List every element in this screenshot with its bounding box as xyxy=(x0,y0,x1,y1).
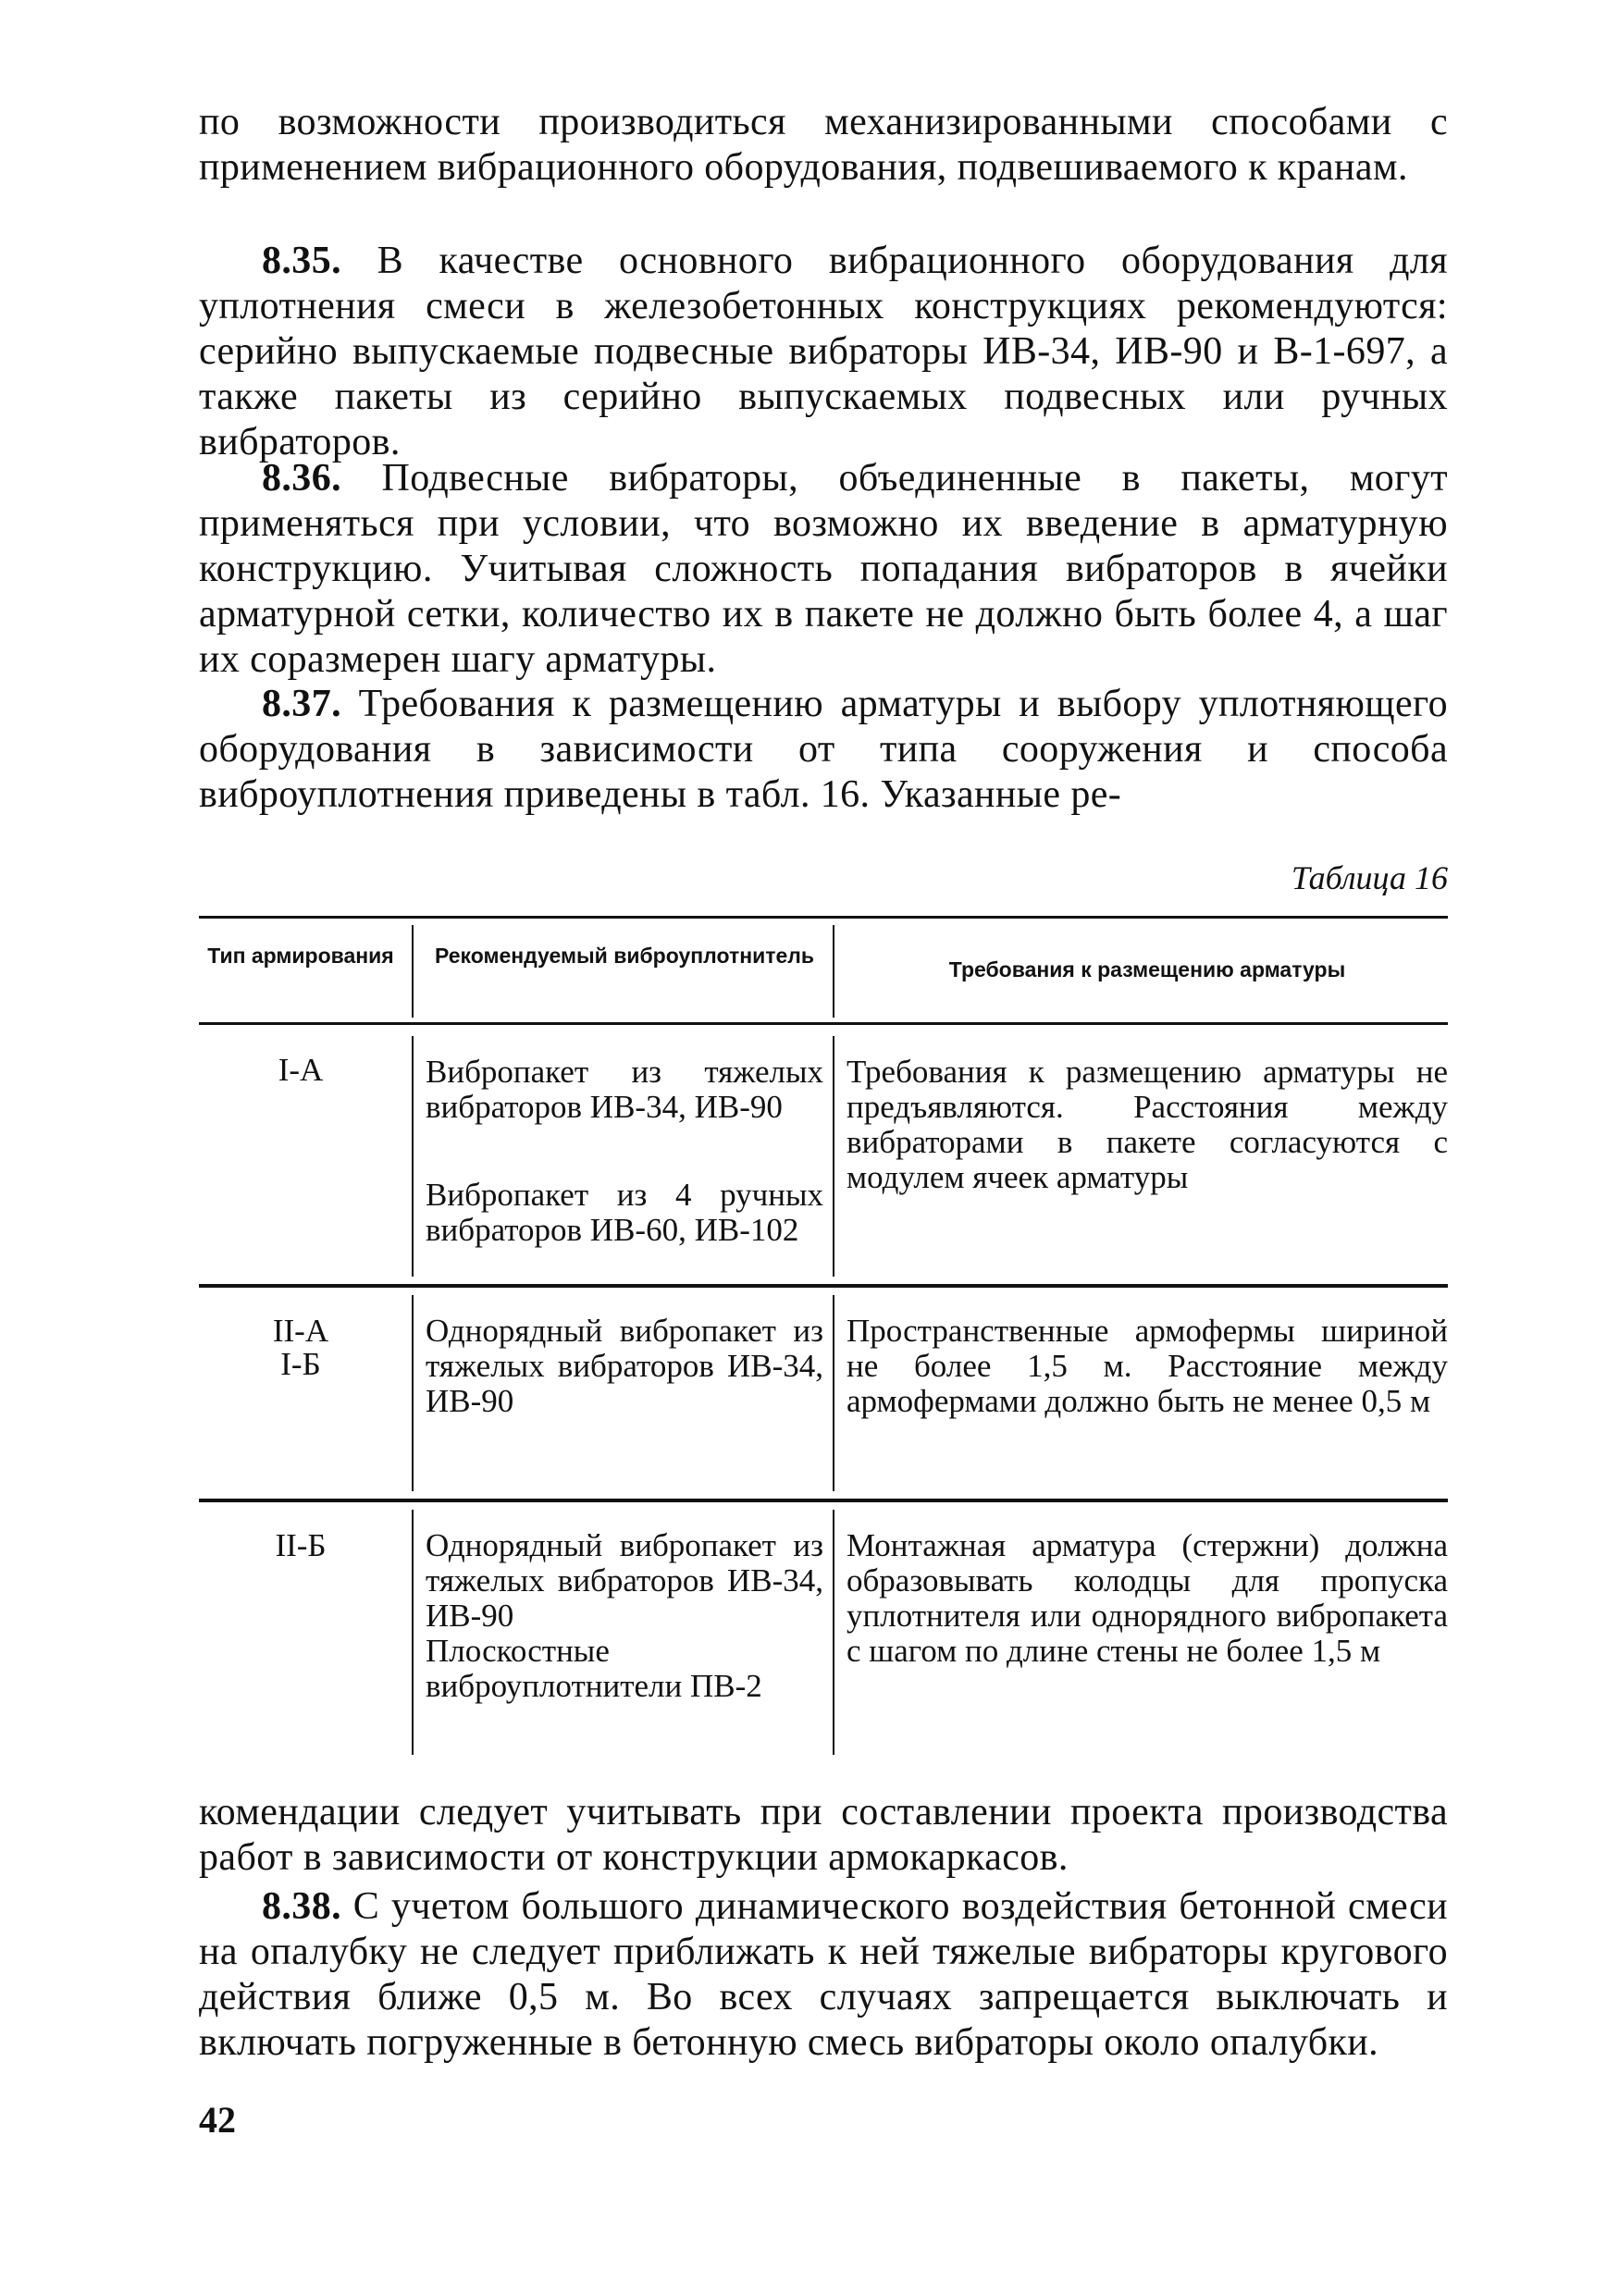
row-requirements: Пространственные армофермы шириной не более 1,5 м. Расстояние между армофермами должно быть не менее 0,5 м xyxy=(847,1313,1448,1419)
header-requirements: Требования к размещению арматуры xyxy=(948,957,1346,981)
paragraph-text: Подвесные вибраторы, объединенные в пакеты, могут применяться при условии, что возможно их введение в арматурную конструкцию. Учитывая сложность попадания вибраторов в ячейки арматурной сетки, количество их в пакете не должно быть более 4, а шаг их соразмерен шагу арматуры. xyxy=(199,457,1448,681)
row-type: II-А xyxy=(272,1313,329,1349)
paragraph-8-38 xyxy=(199,1884,1448,2066)
column-rule xyxy=(412,1295,414,1491)
header-reinforcement-type: Тип армирования xyxy=(207,944,394,968)
column-rule xyxy=(833,925,834,1018)
paragraph-text: В качестве основного вибрационного оборудования для уплотнения смеси в железобетонных конструкциях рекомендуются: серийно выпускаемые подвесные вибраторы ИВ-34, ИВ-90 и В-1-697, а также пакеты из серийно выпускаемых подвесных или ручных вибраторов. xyxy=(199,240,1448,463)
column-rule xyxy=(412,1510,414,1755)
row-requirements: Монтажная арматура (стержни) должна образовывать колодцы для пропуска уплотнителя или однорядного вибропакета с шагом по длине стены не более 1,5 м xyxy=(847,1527,1448,1669)
reinforcement-table xyxy=(199,916,1448,1762)
paragraph-8-37 xyxy=(199,682,1448,818)
row-divider xyxy=(199,1284,1448,1288)
paragraph-text: по возможности производиться механизированными способами с применением вибрационного оборудования, подвешиваемого к кранам. xyxy=(199,101,1448,189)
row-type: I-Б xyxy=(280,1346,321,1382)
table-header-rule xyxy=(199,1022,1448,1025)
paragraph-text: С учетом большого динамического воздействия бетонной смеси на опалубку не следует приближать к ней тяжелые вибраторы кругового действия ближе 0,5 м. Во всех случаях запрещается выключать и включать погруженные в бетонную смесь вибраторы около опалубки. xyxy=(199,1885,1448,2064)
paragraph-continuation xyxy=(199,1790,1448,1881)
row-vibrator: Вибропакет из тяжелых вибраторов ИВ-34, ИВ-90 xyxy=(426,1054,823,1125)
paragraph-8-35 xyxy=(199,239,1448,465)
paragraph-intro xyxy=(199,100,1448,191)
paragraph-text: комендации следует учитывать при составлении проекта производства работ в зависимости от конструкции армокаркасов. xyxy=(199,1791,1448,1879)
row-type: II-Б xyxy=(275,1527,327,1563)
row-vibrator: Вибропакет из 4 ручных вибраторов ИВ-60, ИВ-102 xyxy=(426,1177,823,1248)
table-caption: Таблица 16 xyxy=(1291,859,1448,896)
header-recommended-vibrator: Рекомендуемый виброуплотнитель xyxy=(434,944,815,968)
row-type: I-А xyxy=(278,1052,324,1088)
page-number: 42 xyxy=(199,2099,236,2141)
column-rule xyxy=(833,1295,834,1491)
section-number: 8.38. xyxy=(262,1885,341,1928)
row-vibrator: Плоскостные виброуплотнители ПВ-2 xyxy=(426,1633,762,1704)
column-rule xyxy=(833,1036,834,1277)
row-divider xyxy=(199,1499,1448,1502)
paragraph-text: Требования к размещению арматуры и выбору уплотняющего оборудования в зависимости от типа сооружения и способа виброуплотнения приведены в табл. 16. Указанные ре- xyxy=(199,683,1449,816)
row-vibrator: Однорядный вибропакет из тяжелых вибраторов ИВ-34, ИВ-90 xyxy=(426,1313,823,1419)
column-rule xyxy=(833,1510,834,1755)
row-vibrator: Однорядный вибропакет из тяжелых вибраторов ИВ-34, ИВ-90 xyxy=(426,1527,823,1634)
row-requirements: Требования к размещению арматуры не предъявляются. Расстояния между вибраторами в пакете согласуются с модулем ячеек арматуры xyxy=(847,1054,1448,1195)
column-rule xyxy=(412,925,414,1018)
paragraph-8-36 xyxy=(199,456,1448,683)
section-number: 8.37. xyxy=(262,683,341,725)
section-number: 8.36. xyxy=(262,457,341,500)
section-number: 8.35. xyxy=(262,240,341,282)
column-rule xyxy=(412,1036,414,1277)
table-top-rule xyxy=(199,916,1448,919)
